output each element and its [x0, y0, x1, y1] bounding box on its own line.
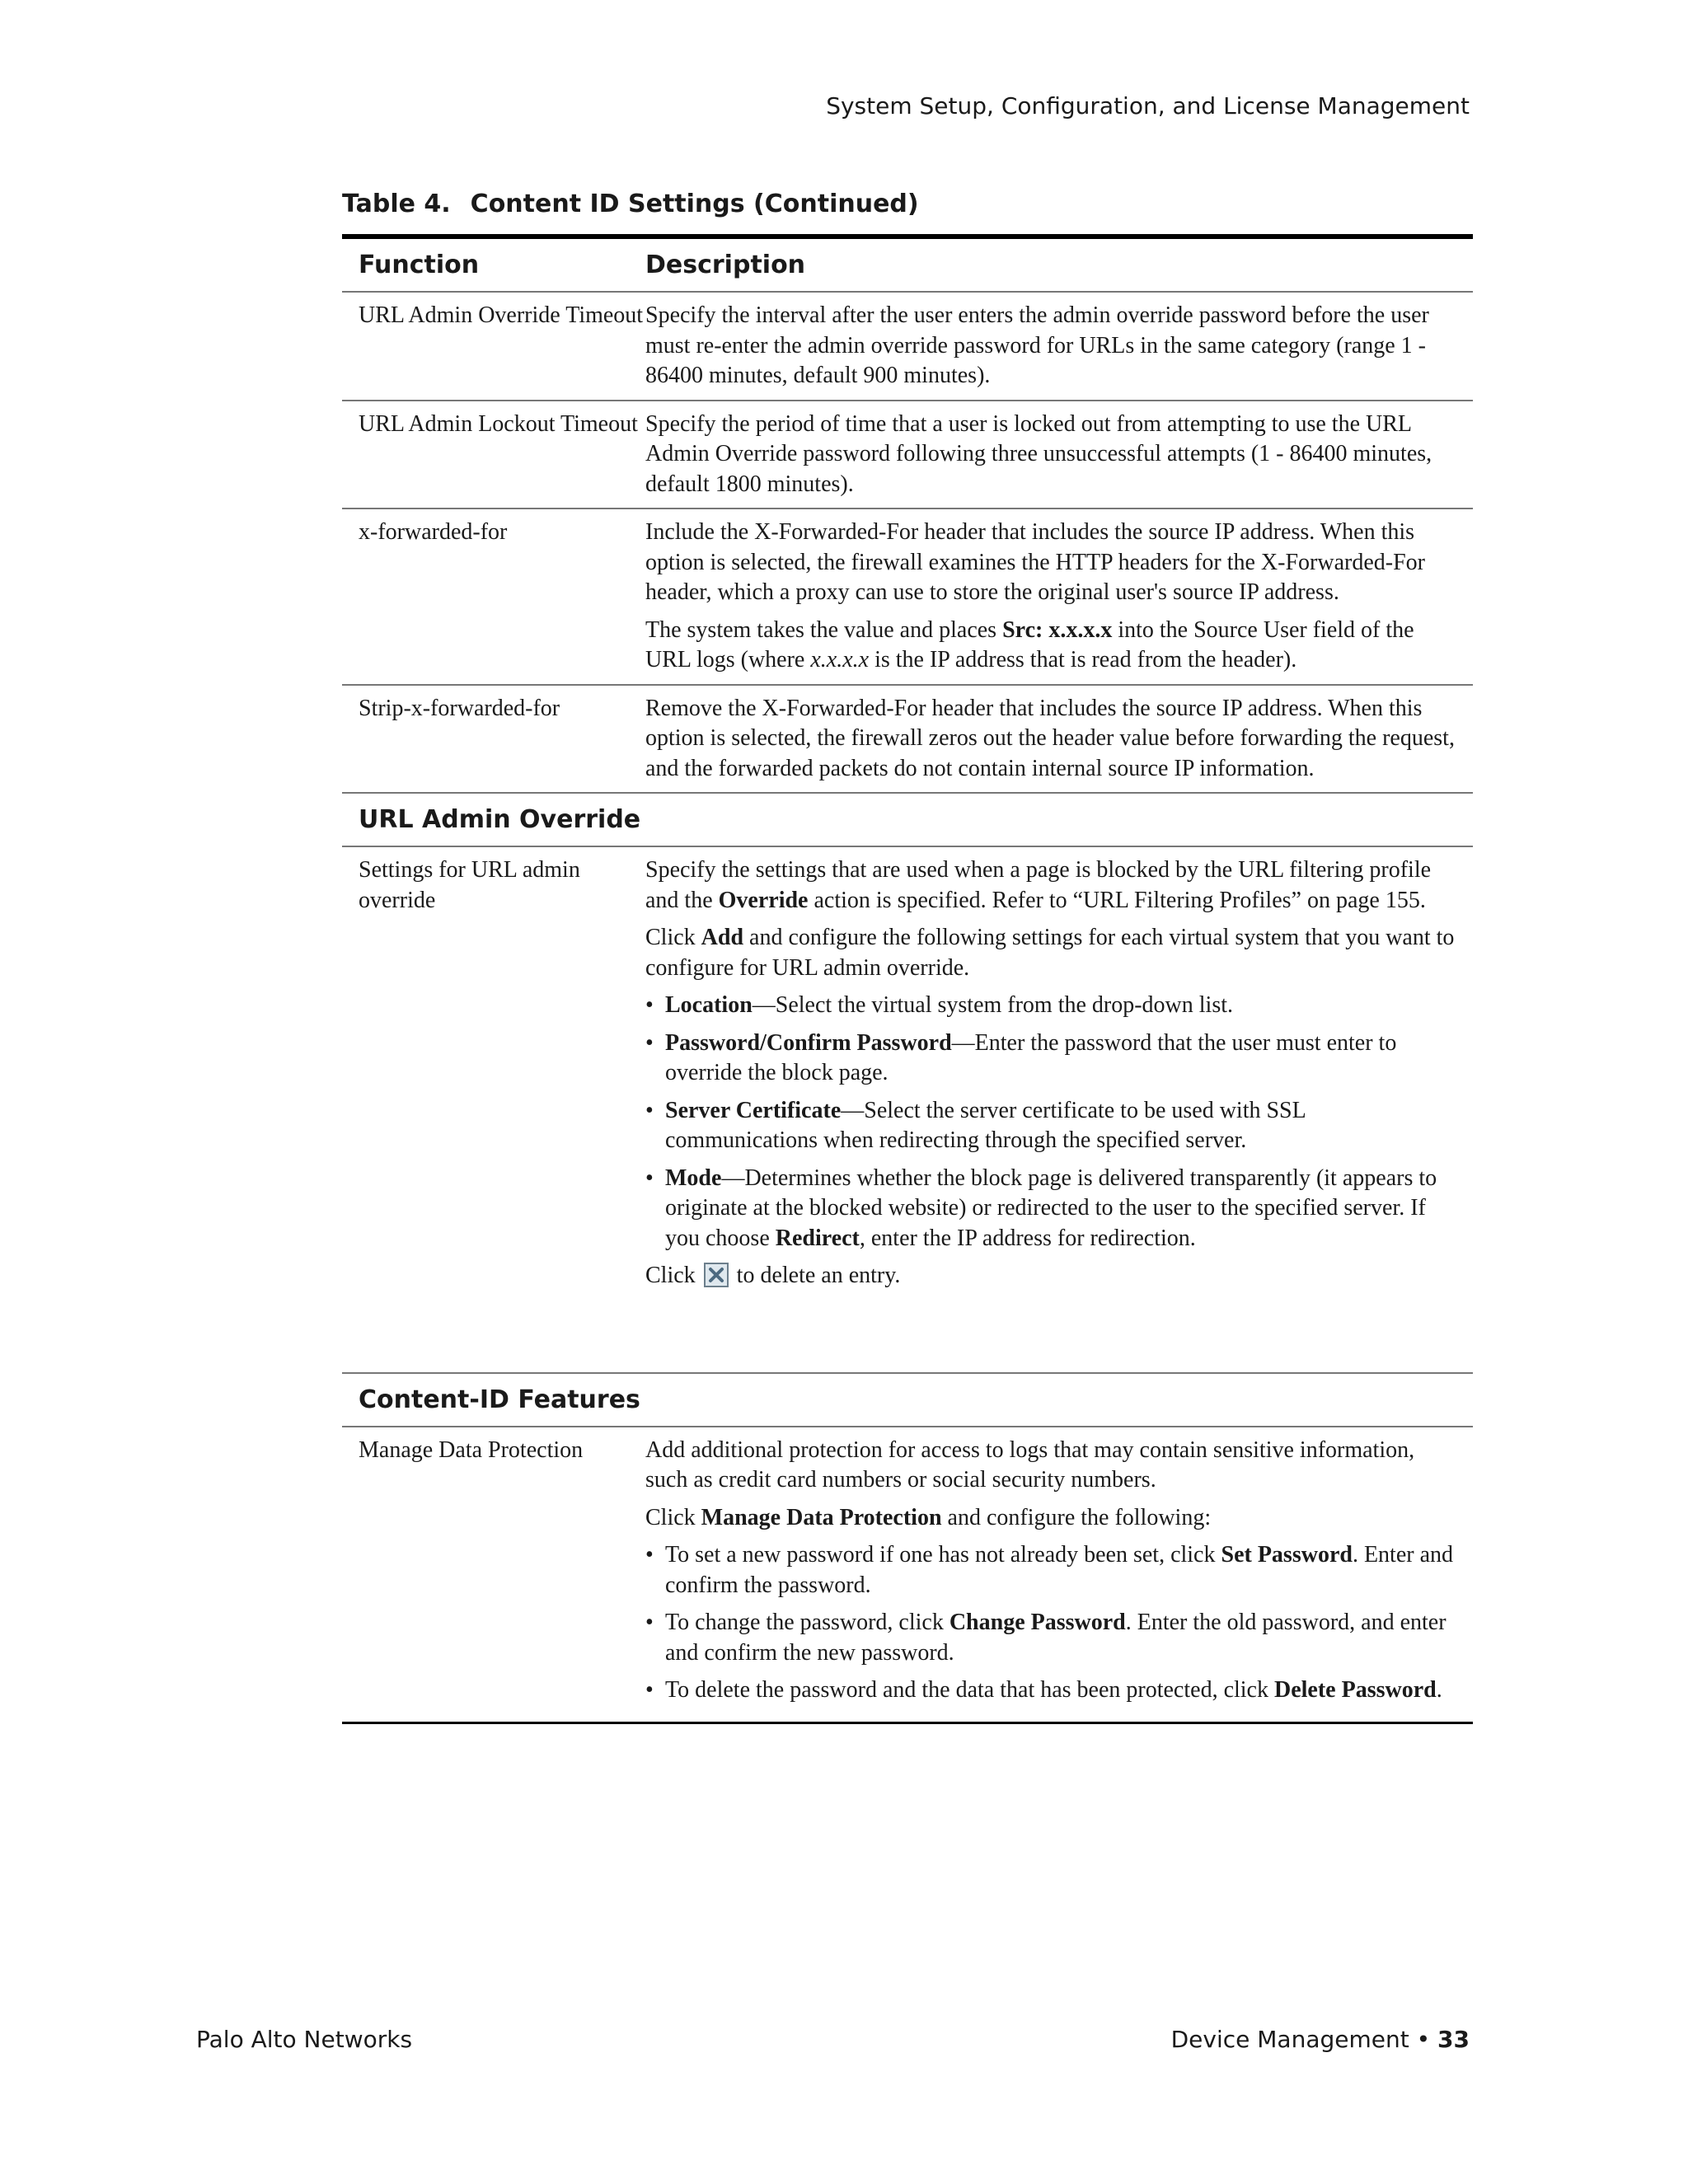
text-run: To change the password, click: [665, 1610, 950, 1635]
footer-section: Device Management •: [1170, 2026, 1438, 2053]
list-item: [645, 1164, 1455, 1254]
description-cell: Remove the X-Forwarded-For header that includes the source IP address. When this option is selected, the firewall zeros out the header value before forwarding the request, and the forwarded packets do not contain internal source IP information.: [645, 695, 1455, 781]
description-cell: [645, 509, 1473, 684]
running-header: System Setup, Configuration, and License Management: [826, 92, 1470, 120]
page-number: 33: [1437, 2026, 1470, 2053]
description-cell: [645, 847, 1473, 1300]
bold-run: Delete Password: [1273, 1677, 1437, 1703]
bold-run: Set Password: [1221, 1542, 1353, 1568]
list-item: [645, 1675, 1455, 1706]
content-id-settings-table: [342, 234, 1473, 1724]
function-cell: Manage Data Protection: [359, 1436, 584, 1463]
list-item: [645, 991, 1455, 1021]
table-row: [342, 400, 1473, 509]
function-cell: Strip-x-forwarded-for: [359, 695, 560, 721]
data-protection-bullet-list: [645, 1540, 1455, 1706]
text-run: Specify the settings that are used when a page is blocked by the URL filtering profile and the: [645, 857, 1432, 913]
description-paragraph: Include the X-Forwarded-For header that includes the source IP address. When this option is selected, the firewall examines the HTTP headers for the X-Forwarded-For header, which a proxy can use to store the original user's source IP address.: [645, 519, 1425, 605]
text-run: is the IP address that is read from the header).: [869, 647, 1297, 673]
column-header-function: Function: [359, 251, 480, 279]
table-row: [342, 508, 1473, 684]
function-cell: URL Admin Lockout Timeout: [359, 410, 638, 437]
text-run: To set a new password if one has not already been set, click: [665, 1542, 1221, 1568]
description-cell: Specify the period of time that a user is locked out from attempting to use the URL Admin Override password following three unsuccessful attempts (1 - 86400 minutes, default 1800 minutes).: [645, 410, 1432, 497]
bold-run: Src: x.x.x.x: [1002, 616, 1113, 643]
list-item: [645, 1608, 1455, 1668]
text-run: and configure the following:: [941, 1504, 1212, 1530]
description-paragraph: [645, 923, 1455, 983]
description-paragraph: [645, 855, 1455, 916]
footer-company: Palo Alto Networks: [196, 2026, 413, 2053]
footer-page-info: [1171, 2026, 1470, 2053]
description-paragraph: [645, 616, 1455, 676]
text-run: To delete the password and the data that has been protected, click: [665, 1677, 1274, 1703]
bold-run: Change Password: [949, 1610, 1126, 1635]
settings-bullet-list: [645, 991, 1455, 1254]
function-cell: Settings for URL admin override: [359, 857, 580, 913]
text-run: and configure the following settings for each virtual system that you want to configure for URL admin override.: [645, 925, 1455, 981]
section-title-content-id-features: Content-ID Features: [342, 1372, 1473, 1427]
function-cell: URL Admin Override Timeout: [359, 302, 644, 328]
text-run: —Select the server certificate to be used with SSL communications when redirecting through the specified server.: [665, 1097, 1306, 1153]
section-title-url-admin-override: URL Admin Override: [342, 792, 1473, 847]
description-cell: Specify the interval after the user enters the admin override password before the user must re-enter the admin override password for URLs in the same category (range 1 - 86400 minutes, default 900 minutes).: [645, 302, 1429, 388]
text-run: action is specified. Refer to “URL Filtering Profiles” on page 155.: [808, 887, 1426, 913]
bold-run: Manage Data Protection: [701, 1504, 942, 1530]
text-run: Click: [645, 1263, 696, 1288]
text-run: —Select the virtual system from the drop-down list.: [752, 992, 1234, 1018]
function-cell: x-forwarded-for: [359, 519, 508, 545]
description-cell: [645, 1427, 1473, 1722]
text-run: . Enter and confirm the password.: [665, 1542, 1454, 1598]
bold-run: Server Certificate: [665, 1097, 842, 1123]
bold-run: Override: [718, 887, 809, 913]
description-paragraph: Add additional protection for access to logs that may contain sensitive information, such as credit card numbers or social security numbers.: [645, 1436, 1415, 1493]
text-run: into the Source User field of the URL logs (where: [645, 616, 1414, 673]
bold-run: Redirect: [775, 1225, 860, 1251]
bold-run: Password/Confirm Password: [665, 1029, 952, 1056]
bold-run: Location: [665, 992, 753, 1018]
description-paragraph: [645, 1503, 1455, 1534]
column-header-description: Description: [645, 251, 806, 279]
text-run: .: [1436, 1677, 1442, 1703]
table-row: [342, 684, 1473, 793]
list-item: [645, 1029, 1455, 1089]
text-run: The system takes the value and places: [645, 616, 1003, 643]
list-item: [645, 1540, 1455, 1601]
description-paragraph: [645, 1261, 1455, 1291]
text-run: . Enter the old password, and enter and confirm the new password.: [665, 1610, 1447, 1666]
bold-run: Add: [701, 925, 744, 950]
italic-run: x.x.x.x: [810, 647, 870, 673]
delete-x-icon: [704, 1263, 729, 1287]
table-caption-number: Table 4.: [342, 190, 451, 218]
text-run: to delete an entry.: [736, 1263, 901, 1288]
text-run: Click: [645, 925, 701, 950]
text-run: Click: [645, 1504, 701, 1530]
table-header-row: [342, 239, 1473, 293]
list-item: [645, 1096, 1455, 1156]
table-row: [342, 293, 1473, 400]
bold-run: Mode: [665, 1165, 722, 1191]
table-caption: [342, 190, 919, 218]
table-caption-title: Content ID Settings (Continued): [470, 190, 919, 218]
text-run: , enter the IP address for redirection.: [859, 1225, 1196, 1251]
text-run: —Enter the password that the user must enter to override the block page.: [665, 1029, 1397, 1085]
table-row: [342, 1427, 1473, 1724]
table-row: [342, 847, 1473, 1300]
text-run: —Determines whether the block page is delivered transparently (it appears to originate at the blocked website) or redirected to the user to the specified server. If you choose: [665, 1165, 1437, 1251]
